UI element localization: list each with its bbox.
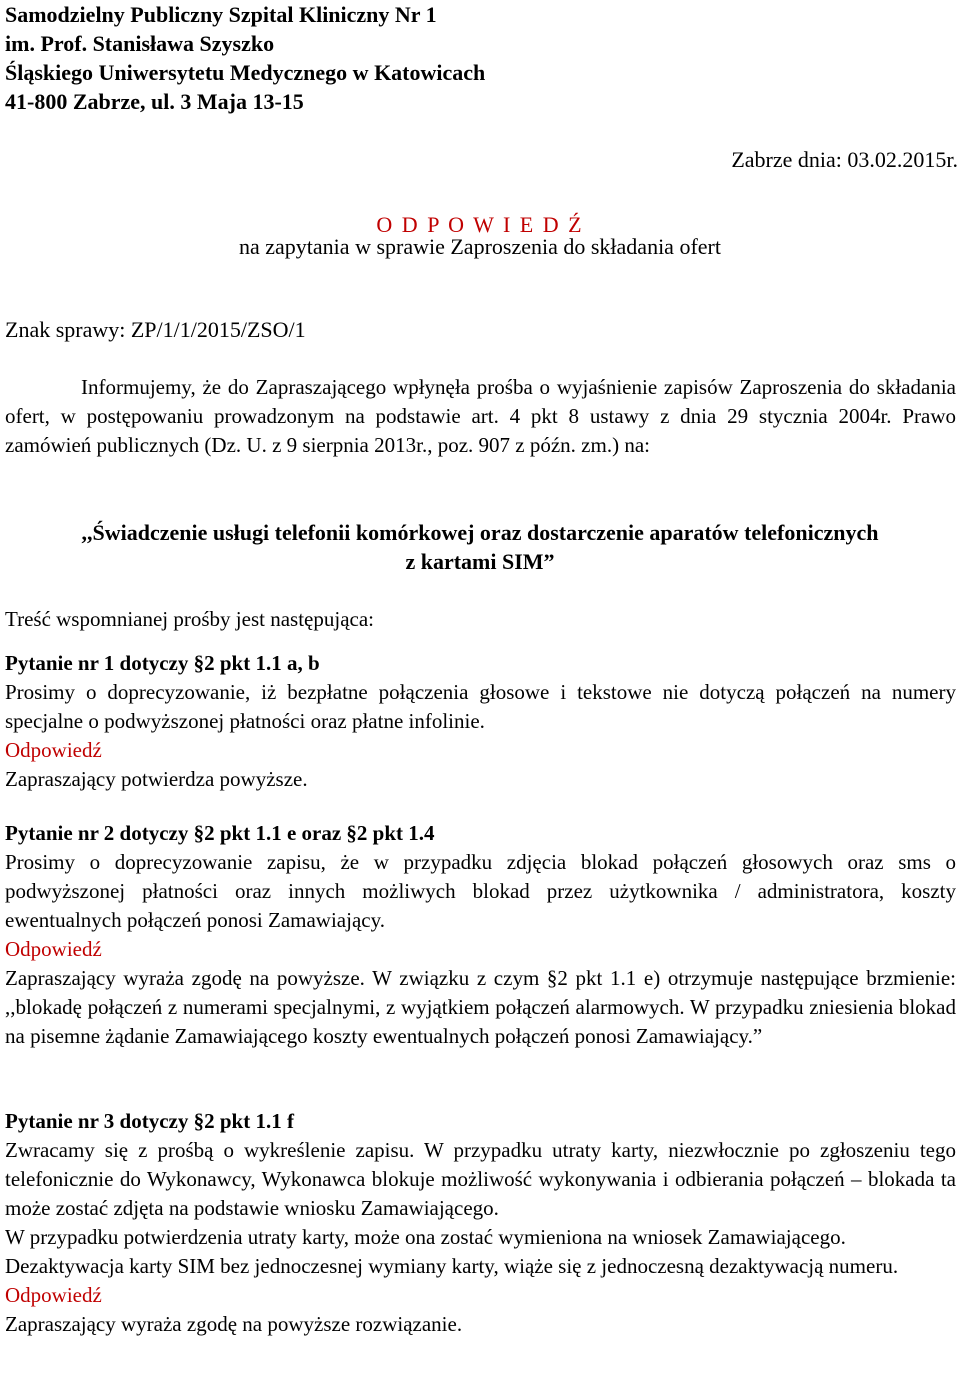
question-heading: Pytanie nr 1 dotyczy §2 pkt 1.1 a, b — [5, 651, 320, 675]
document-date: Zabrze dnia: 03.02.2015r. — [731, 147, 958, 172]
question-heading: Pytanie nr 2 dotyczy §2 pkt 1.1 e oraz §2 pkt 1.4 — [5, 821, 435, 845]
subject-line-1: ,,Świadczenie usługi telefonii komórkowej oraz dostarczenie aparatów telefonicznych — [81, 520, 879, 545]
question-text: Prosimy o doprecyzowanie zapisu, że w przypadku zdjęcia blokad połączeń głosowych oraz sms o podwyższonej płatności oraz innych możliwych blokad przez użytkownika / administratora, koszty ewentualnych połączeń ponosi Zamawiający. — [5, 850, 956, 932]
subject-line-2: z kartami SIM” — [405, 549, 555, 574]
procurement-subject — [0, 518, 960, 576]
answer-text: Zapraszający wyraża zgodę na powyższe rozwiązanie. — [5, 1312, 463, 1336]
question-heading: Pytanie nr 3 dotyczy §2 pkt 1.1 f — [5, 1109, 294, 1133]
hospital-header — [5, 0, 485, 116]
case-number: Znak sprawy: ZP/1/1/2015/ZSO/1 — [5, 317, 306, 342]
question-text: Prosimy o doprecyzowanie, iż bezpłatne połączenia głosowe i tekstowe nie dotyczą połączeń na numery specjalne o podwyższonej płatności oraz płatne infolinie. — [5, 680, 956, 733]
document-title: O D P O W I E D Ź — [376, 212, 584, 237]
document-subtitle: na zapytania w sprawie Zaproszenia do składania ofert — [239, 234, 721, 259]
question-text-final: Dezaktywacja karty SIM bez jednoczesnej wymiany karty, wiąże się z jednoczesną dezaktywacją numeru. — [5, 1254, 899, 1278]
question-text: Zwracamy się z prośbą o wykreślenie zapisu. W przypadku utraty karty, niezwłocznie po zgłoszeniu tego telefonicznie do Wykonawcy, Wykonawca blokuje możliwość wykonywania i odbierania połączeń – blokada ta może zostać zdjęta na podstawie wniosku Zamawiającego. — [5, 1138, 956, 1220]
question-block-2 — [5, 819, 956, 1051]
question-text-continued: W przypadku potwierdzenia utraty karty, może ona zostać wymieniona na wniosek Zamawiającego. — [5, 1225, 846, 1249]
request-intro: Treść wspomnianej prośby jest następująca: — [5, 607, 374, 631]
hospital-name: Samodzielny Publiczny Szpital Kliniczny Nr 1 — [5, 2, 437, 27]
answer-text: Zapraszający potwierdza powyższe. — [5, 767, 308, 791]
hospital-university: Śląskiego Uniwersytetu Medycznego w Katowicach — [5, 60, 486, 85]
answer-label: Odpowiedź — [5, 738, 102, 762]
answer-label: Odpowiedź — [5, 937, 102, 961]
answer-label: Odpowiedź — [5, 1283, 102, 1307]
question-block-1 — [5, 649, 956, 794]
intro-paragraph: Informujemy, że do Zapraszającego wpłynęła prośba o wyjaśnienie zapisów Zaproszenia do składania ofert, w postępowaniu prowadzonym na podstawie art. 4 pkt 8 ustawy z dnia 29 stycznia 2004r. Prawo zamówień publicznych (Dz. U. z 9 sierpnia 2013r., poz. 907 z późn. zm.) na: — [5, 375, 956, 457]
hospital-address: 41-800 Zabrze, ul. 3 Maja 13-15 — [5, 89, 304, 114]
question-block-3 — [5, 1107, 956, 1339]
answer-text: Zapraszający wyraża zgodę na powyższe. W związku z czym §2 pkt 1.1 e) otrzymuje następujące brzmienie: ,,blokadę połączeń z numerami specjalnymi, z wyjątkiem połączeń alarmowych. W przypadku zniesienia blokad na pisemne żądanie Zamawiającego koszty ewentualnych połączeń ponosi Zamawiający.” — [5, 966, 956, 1048]
hospital-patron: im. Prof. Stanisława Szyszko — [5, 31, 275, 56]
